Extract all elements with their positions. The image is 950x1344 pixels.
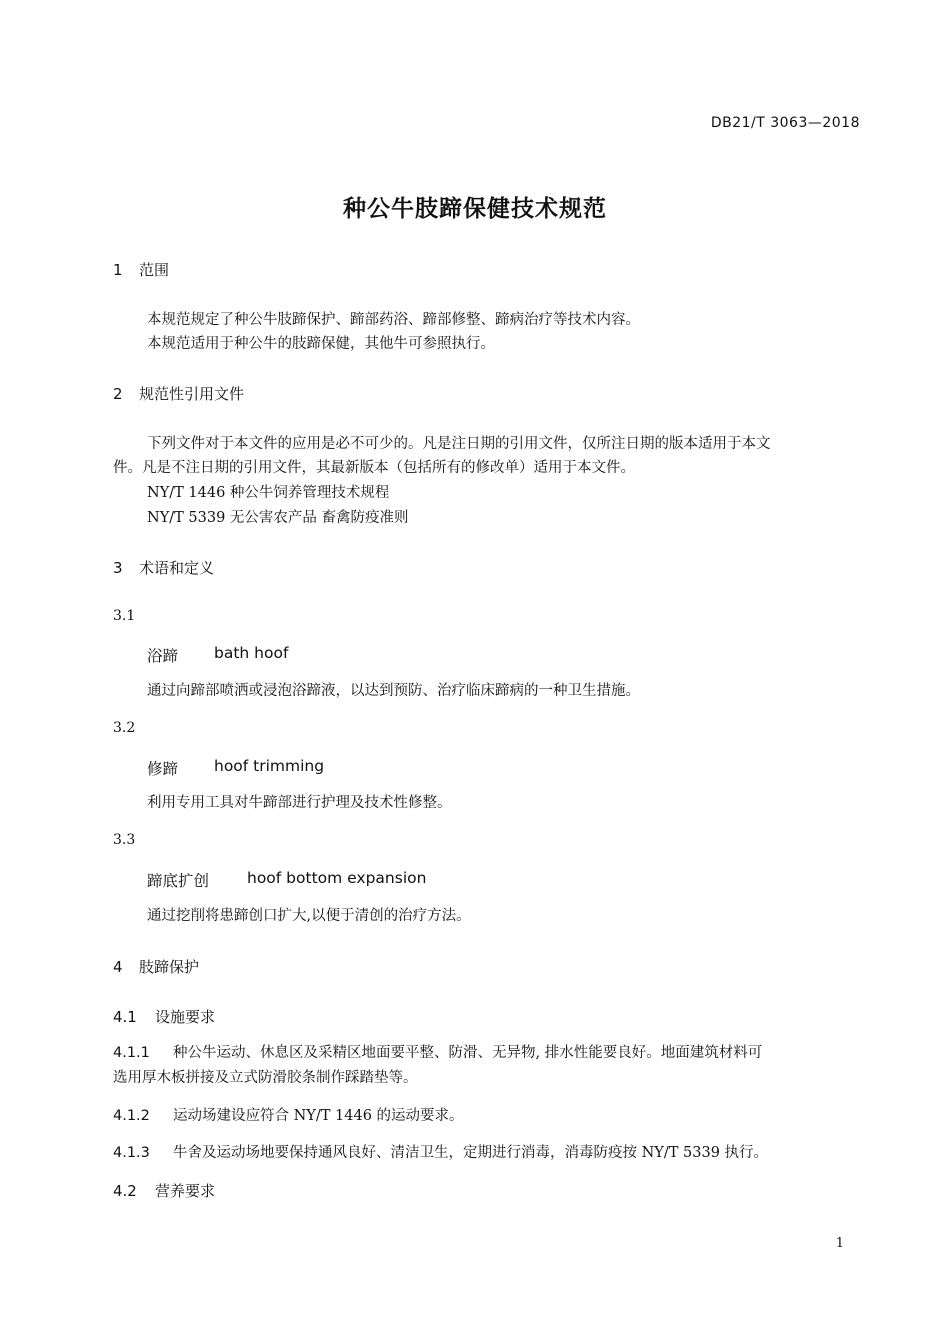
subsection-title: 设施要求 [155, 1008, 216, 1026]
page-number: 1 [835, 1236, 844, 1251]
term-chinese: 蹄底扩创 [147, 872, 210, 890]
section-title: 范围 [139, 261, 170, 279]
clause-number: 4.1.1 [113, 1045, 150, 1061]
term-number: 3.3 [113, 832, 136, 848]
clause-number: 4.1.2 [113, 1108, 150, 1124]
normative-paragraph-line-2: 件。凡是不注日期的引用文件，其最新版本（包括所有的修改单）适用于本文件。 [113, 460, 635, 476]
section-number: 1 [113, 261, 123, 279]
clause-4-1-3 [113, 1141, 768, 1165]
term-chinese: 浴蹄 [147, 647, 179, 665]
clause-number: 4.1.3 [113, 1145, 150, 1161]
term-definition: 利用专用工具对牛蹄部进行护理及技术性修整。 [147, 795, 452, 811]
section-3-heading [113, 557, 214, 578]
section-4-heading [113, 956, 199, 977]
section-title: 规范性引用文件 [139, 385, 245, 403]
clause-text: 运动场建设应符合 NY/T 1446 的运动要求。 [173, 1108, 464, 1124]
term-english: hoof bottom expansion [247, 869, 427, 887]
subsection-4-2-heading [113, 1180, 215, 1201]
clause-4-1-2 [113, 1104, 464, 1128]
term-definition: 通过挖削将患蹄创口扩大,以便于清创的治疗方法。 [147, 908, 471, 924]
term-number: 3.2 [113, 720, 136, 736]
term-definition: 通过向蹄部喷洒或浸泡浴蹄液，以达到预防、治疗临床蹄病的一种卫生措施。 [147, 683, 640, 699]
section-title: 术语和定义 [139, 559, 215, 577]
term-english: bath hoof [214, 644, 289, 662]
subsection-title: 营养要求 [155, 1182, 216, 1200]
scope-paragraph-2: 本规范适用于种公牛的肢蹄保健，其他牛可参照执行。 [147, 336, 495, 352]
normative-paragraph-line-1: 下列文件对于本文件的应用是必不可少的。凡是注日期的引用文件，仅所注日期的版本适用于本文 [147, 436, 771, 452]
section-number: 3 [113, 559, 123, 577]
section-1-heading [113, 259, 169, 280]
clause-text-line-1: 种公牛运动、休息区及采精区地面要平整、防滑、无异物, 排水性能要良好。地面建筑材料可 [173, 1045, 763, 1061]
term-english: hoof trimming [214, 757, 325, 775]
document-title: 种公牛肢蹄保健技术规范 [343, 196, 607, 222]
reference-item: NY/T 1446 种公牛饲养管理技术规程 [147, 485, 390, 501]
clause-text-line-2: 选用厚木板拼接及立式防滑胶条制作踩踏垫等。 [113, 1070, 418, 1086]
clause-text: 牛舍及运动场地要保持通风良好、清洁卫生，定期进行消毒，消毒防疫按 NY/T 5339 执行。 [173, 1145, 769, 1161]
standard-code: DB21/T 3063—2018 [710, 115, 860, 131]
section-title: 肢蹄保护 [139, 958, 200, 976]
subsection-number: 4.1 [113, 1008, 137, 1026]
subsection-4-1-heading [113, 1006, 215, 1027]
term-chinese: 修蹄 [147, 760, 179, 778]
section-number: 2 [113, 385, 123, 403]
reference-item: NY/T 5339 无公害农产品 畜禽防疫准则 [147, 510, 409, 526]
subsection-number: 4.2 [113, 1182, 137, 1200]
section-2-heading [113, 383, 244, 404]
scope-paragraph-1: 本规范规定了种公牛肢蹄保护、蹄部药浴、蹄部修整、蹄病治疗等技术内容。 [147, 312, 640, 328]
section-number: 4 [113, 958, 123, 976]
term-number: 3.1 [113, 608, 136, 624]
clause-4-1-1 [113, 1041, 762, 1065]
